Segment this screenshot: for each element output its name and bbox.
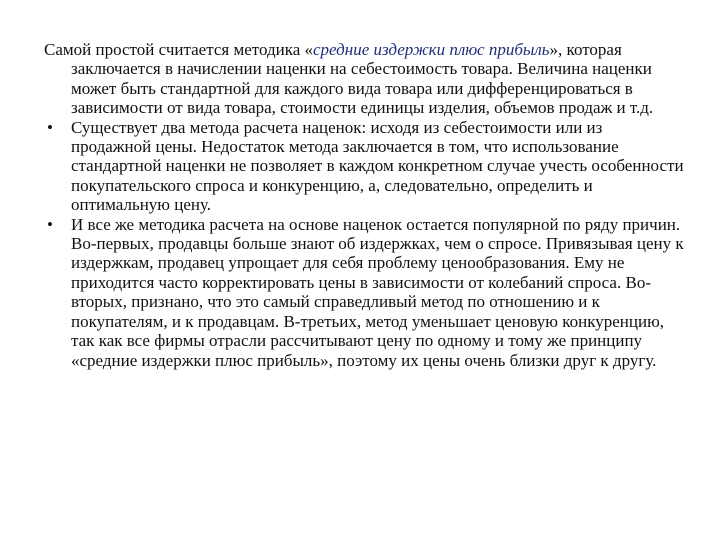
method-name-emphasis: средние издержки плюс прибыль [313, 40, 550, 59]
bullet-icon: • [47, 214, 53, 234]
intro-text-end: », которая заключается в начислении наценки на себестоимость товара. Величина наценки может быть стандартной для каждого вида товара или дифференцироваться в зависимости от вида товара, стоимости единицы изделия, объемов продаж и т.д. [71, 40, 654, 118]
intro-text-start: Самой простой считается методика « [44, 40, 314, 59]
bullet-paragraph-methods [44, 118, 684, 215]
bullet-paragraph-popularity [44, 215, 684, 370]
bullet-text-methods: Существует два метода расчета наценок: исходя из себестоимости или из продажной цены. Недостаток метода заключается в том, что использование стандартной наценки не позволяет в каждом конкретном случае учесть особенности покупательского спроса и конкуренцию, а, следовательно, определить и оптимальную цену. [71, 117, 684, 215]
bullet-text-popularity: И все же методика расчета на основе наценок остается популярной по ряду причин. Во-первых, продавцы больше знают об издержках, чем о спросе. Привязывая цену к издержкам, продавец упрощает для себя проблему ценообразования. Ему не приходится часто корректировать цены в зависимости от колебаний спроса. Во-вторых, признано, что это самый справедливый метод по отношению и к покупателям, и к продавцам. В-третьих, метод уменьшает ценовую конкуренцию, так как все фирмы отрасли рассчитывают цену по одному и тому же принципу «средние издержки плюс прибыль», поэтому их цены очень близки друг к другу. [71, 214, 684, 370]
intro-paragraph [44, 40, 684, 118]
bullet-icon: • [47, 117, 53, 137]
slide-content [44, 40, 684, 370]
